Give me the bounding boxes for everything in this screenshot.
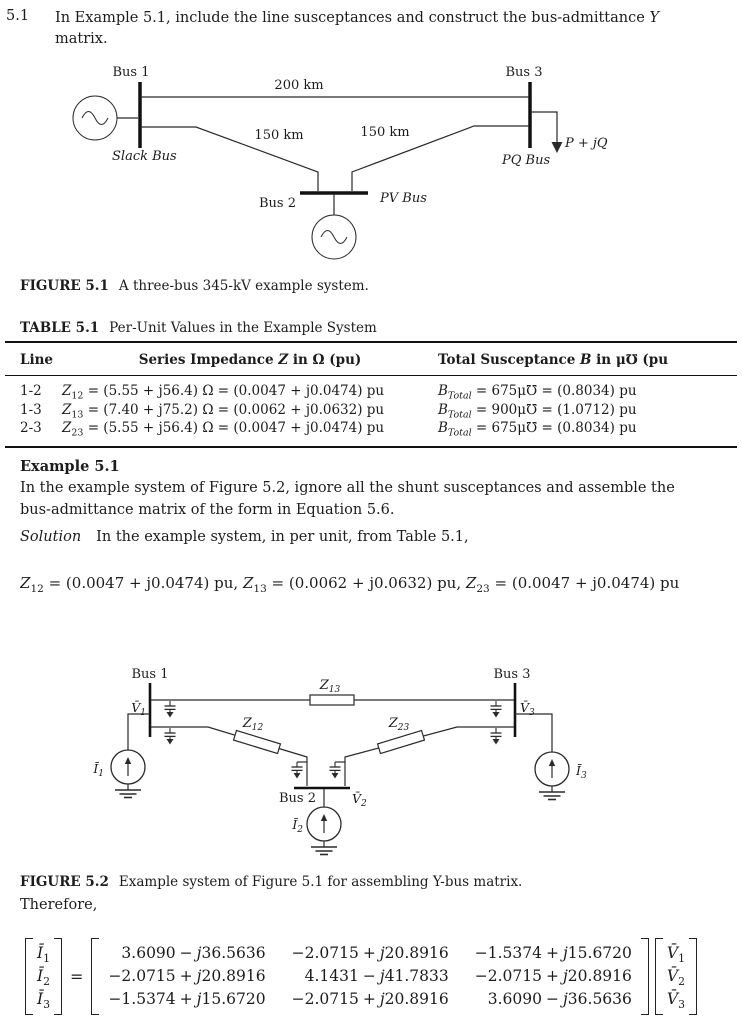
fig1-slack-bus-label: Slack Bus: [112, 149, 177, 164]
matrix-cell: 4.1431 − j41.7833: [304, 967, 449, 985]
bracket-left: [25, 938, 33, 1015]
col-header-line: Line: [20, 352, 54, 368]
line-id: 2-3: [20, 420, 42, 436]
vector-entry: $Ī_3$: [37, 990, 51, 1012]
problem-number: 5.1: [6, 8, 30, 24]
example-body-line-2: bus-admittance matrix of the form in Equation 5.6.: [20, 502, 395, 518]
figure-5-2-caption-label: FIGURE 5.2: [20, 874, 109, 890]
fig2-v3-label: $V̄_3$: [520, 700, 535, 718]
vector-entry: $Ī_1$: [37, 944, 51, 966]
fig2-z23-label: $Z_{23}$: [388, 716, 410, 733]
fig2-z13-label: $Z_{13}$: [319, 678, 341, 695]
susceptance-value: $B_{Total}$ = 675μ℧ = (0.8034) pu: [438, 383, 637, 402]
therefore-text: Therefore,: [20, 897, 98, 913]
bracket-left: [91, 938, 99, 1015]
vector-entry: $V̄_3$: [666, 990, 686, 1012]
table-5-1-caption-text: Per-Unit Values in the Example System: [109, 320, 377, 336]
fig2-v2-label: $V̄_2$: [352, 791, 367, 809]
vector-entry: $V̄_1$: [666, 944, 686, 966]
line-2-3: [345, 727, 514, 786]
line-id: 1-2: [20, 383, 42, 399]
load-arrow-icon: [531, 112, 563, 153]
problem-statement: [55, 8, 695, 50]
line-1-3: [151, 695, 514, 705]
impedance-equation: [20, 574, 742, 592]
matrix-cell: −2.0715 + j20.8916: [108, 967, 266, 985]
capacitor-icon: [330, 762, 341, 779]
vector-entry: $V̄_2$: [666, 967, 686, 989]
bracket-left: [655, 938, 663, 1015]
fig2-i1-label: $Ī_1$: [93, 761, 104, 779]
table-5-1: [5, 341, 737, 448]
problem-text: In Example 5.1, include the line susceptances and construct the bus-admittance: [55, 10, 645, 26]
fig1-pq-bus-label: PQ Bus: [502, 153, 551, 168]
susceptance-value: $B_{Total}$ = 675μ℧ = (0.8034) pu: [438, 420, 637, 439]
z23-term: $Z_{23} = (0.0047 + j0.0474)$ pu: [465, 574, 680, 592]
figure-5-1-caption: [20, 278, 369, 294]
fig1-length-23-label: 150 km: [360, 125, 410, 140]
line-id: 1-3: [20, 401, 42, 418]
matrix-cell: 3.6090 − j36.5636: [121, 944, 266, 962]
capacitor-icon: [292, 762, 303, 779]
matrix-cell: −2.0715 + j20.8916: [474, 967, 632, 985]
table-body: [5, 375, 737, 448]
capacitor-icon: [165, 701, 176, 718]
ground-icon: [539, 786, 565, 800]
col-header-susceptance: Total Susceptance B in μ℧ (pu: [438, 352, 669, 368]
fig2-bus1-label: Bus 1: [131, 667, 169, 682]
fig1-bus3-label: Bus 3: [505, 65, 543, 80]
y-matrix-symbol: Y: [649, 10, 660, 26]
matrix-cell: −2.0715 + j20.8916: [291, 990, 449, 1008]
fig1-bus2-label: Bus 2: [258, 196, 296, 211]
impedance-value: $Z_{13} = (7.40 + j75.2) \Omega = (0.0062 + j0.0632)$ pu: [62, 401, 385, 421]
fig2-bus3-label: Bus 3: [493, 667, 531, 682]
voltage-vector: [655, 938, 697, 1015]
table-row: [5, 382, 737, 401]
generator-2-icon: [312, 194, 356, 259]
fig1-length-12-label: 150 km: [254, 128, 304, 143]
impedance-value: $Z_{12} = (5.55 + j56.4) \Omega = (0.0047 + j0.0474)$ pu: [62, 383, 385, 402]
table-row: [5, 419, 737, 438]
generator-1-icon: [73, 96, 138, 140]
fig2-bus2-label: Bus 2: [278, 791, 316, 806]
equals-sign: =: [70, 967, 84, 986]
z12-term: $Z_{12} = (0.0047 + j0.0474)$ pu,: [20, 574, 239, 592]
fig1-load-label: P + jQ: [565, 136, 608, 151]
table-5-1-caption-label: TABLE 5.1: [20, 320, 100, 336]
matrix-cell: 3.6090 − j36.5636: [487, 990, 632, 1008]
example-5-1: [20, 457, 742, 521]
z13-term: $Z_{13} = (0.0062 + j0.0632)$ pu,: [242, 574, 462, 592]
admittance-matrix: [91, 938, 648, 1015]
matrix-cell: −1.5374 + j15.6720: [474, 944, 632, 962]
capacitor-icon: [165, 728, 176, 745]
ground-icon: [311, 841, 337, 855]
figure-5-1-caption-label: FIGURE 5.1: [20, 278, 109, 294]
fig2-v1-label: $V̄_1$: [131, 700, 146, 718]
fig2-z12-label: $Z_{12}$: [242, 716, 264, 733]
bracket-right: [689, 938, 697, 1015]
solution-label: Solution: [20, 529, 82, 545]
table-header-row: [5, 343, 737, 375]
fig1-bus1-label: Bus 1: [112, 65, 150, 80]
figure-5-2-caption: [20, 874, 522, 890]
current-source-3: [515, 714, 569, 800]
capacitor-icon: [491, 728, 502, 745]
matrix-cell: −2.0715 + j20.8916: [291, 944, 449, 962]
fig2-i2-label: $Ī_2$: [292, 817, 303, 835]
matrix-equation: [25, 938, 697, 1015]
capacitor-icon: [491, 701, 502, 718]
figure-5-1-diagram: [0, 58, 742, 274]
example-heading: Example 5.1: [20, 458, 120, 475]
problem-line-1: [55, 8, 695, 29]
current-source-1: [111, 714, 150, 798]
fig1-pv-bus-label: PV Bus: [380, 191, 427, 206]
col-header-impedance: Series Impedance Z in Ω (pu): [138, 352, 362, 368]
table-5-1-caption: [20, 320, 377, 336]
matrix-cell: −1.5374 + j15.6720: [108, 990, 266, 1008]
table-row: [5, 401, 737, 420]
ground-icon: [115, 784, 141, 798]
fig2-i3-label: $Ī_3$: [576, 763, 587, 781]
figure-5-2-caption-text: Example system of Figure 5.1 for assembling Y-bus matrix.: [118, 874, 523, 890]
vector-entry: $Ī_2$: [37, 967, 51, 989]
figure-5-1-caption-text: A three-bus 345-kV example system.: [118, 278, 369, 294]
figure-5-2-diagram: [0, 658, 742, 865]
current-vector: [25, 938, 62, 1015]
example-body-line-1: In the example system of Figure 5.2, ignore all the shunt susceptances and assemble the: [20, 480, 675, 496]
fig1-length-13-label: 200 km: [274, 78, 324, 93]
bracket-right: [641, 938, 649, 1015]
impedance-value: $Z_{23} = (5.55 + j56.4) \Omega = (0.0047 + j0.0474)$ pu: [62, 420, 385, 439]
bracket-right: [54, 938, 62, 1015]
solution-line: [20, 529, 469, 545]
susceptance-value: $B_{Total}$ = 900μ℧ = (1.0712) pu: [438, 401, 637, 421]
problem-line-2: matrix.: [55, 31, 108, 47]
solution-text: In the example system, in per unit, from Table 5.1,: [96, 529, 469, 545]
